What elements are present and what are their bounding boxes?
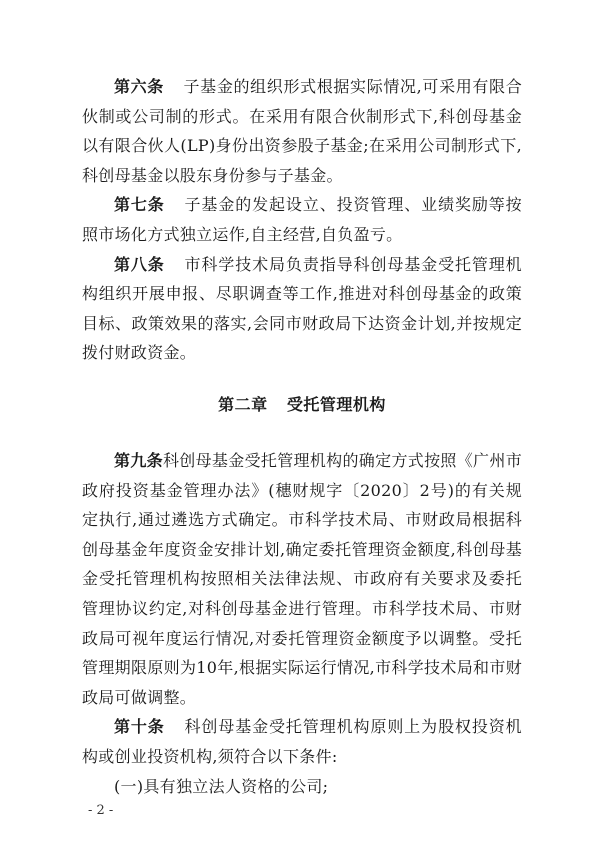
article-text: 子基金的组织形式根据实际情况,可采用有限合伙制或公司制的形式。在采用有限合伙制形式下,科创母基金以有限合伙人(LP)身份出资参股子基金;在采用公司制形式下,科创母基金以股东身份参与子基金。 [82,77,522,185]
chapter-heading [82,392,522,415]
article-text: 市科学技术局负责指导科创母基金受托管理机构组织开展申报、尽职调查等工作,推进对科创母基金的政策目标、政策效果的落实,会同市财政局下达资金计划,并按规定拨付财政资金。 [82,254,522,363]
chapter-number: 第二章 [218,395,268,414]
articles-section-top [82,72,522,368]
articles-section-bottom [82,446,522,801]
article-6 [82,72,522,190]
chapter-title: 受托管理机构 [286,395,386,414]
page-number: - 2 - [88,803,114,818]
article-text: 科创母基金受托管理机构原则上为股权投资机构或创业投资机构,须符合以下条件: [82,717,522,766]
article-7 [82,190,522,249]
article-label: 第九条 [114,451,163,470]
article-label: 第八条 [114,254,165,274]
article-label: 第十条 [114,717,165,737]
article-10 [82,712,522,771]
article-text: 科创母基金受托管理机构的确定方式按照《广州市政府投资基金管理办法》(穗财规字〔2020〕2号)的有关规定执行,通过遴选方式确定。市科学技术局、市财政局根据科创母基金年度资金安排计划,确定委托管理资金额度,科创母基金受托管理机构按照相关法律法规、市政府有关要求及委托管理协议约定,对科创母基金进行管理。市科学技术局、市财政局可视年度运行情况,对委托管理资金额度予以调整。受托管理期限原则为10年,根据实际运行情况,市科学技术局和市财政局可做调整。 [82,451,522,707]
chapter-heading-wrap [82,392,522,415]
article-label: 第七条 [114,195,165,215]
article-label: 第六条 [114,77,164,96]
list-item-1: (一)具有独立法人资格的公司; [114,776,329,796]
article-9 [82,446,522,712]
article-8 [82,250,522,368]
article-text: 子基金的发起设立、投资管理、业绩奖励等按照市场化方式独立运作,自主经营,自负盈亏。 [82,195,522,244]
